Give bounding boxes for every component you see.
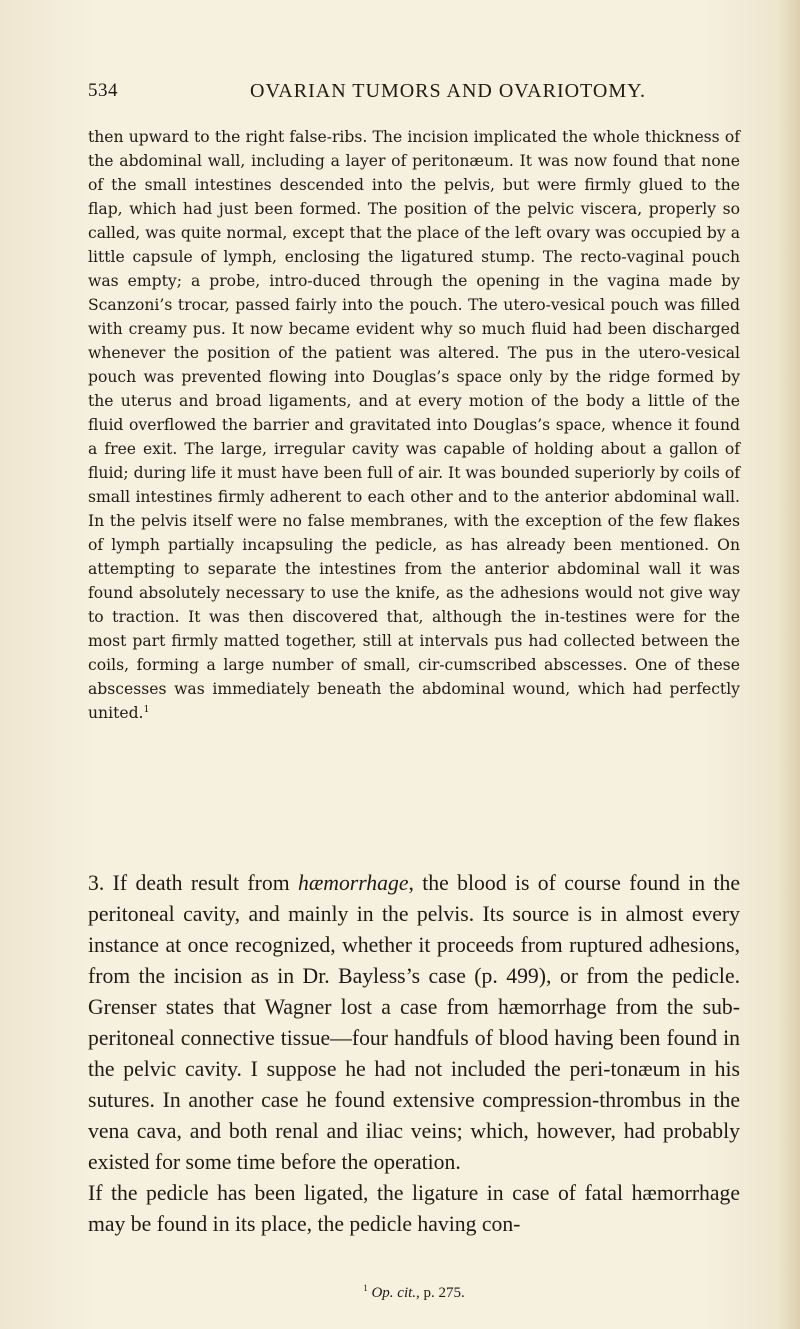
main-text [88, 868, 740, 1240]
paragraph-body: , the blood is of course found in the peritoneal cavity, and mainly in the pelvis. Its source is in almost every instance at once recognized, whether it proceeds from ruptured adhesions, from the incision as in Dr. Bayless’s case (p. 499), or from the pedicle. Grenser states that Wagner lost a case from hæmorrhage from the sub-peritoneal connective tissue—four handfuls of blood having been found in the pelvic cavity. I suppose he had not included the peri-tonæum in his sutures. In another case he found extensive compression-thrombus in the vena cava, and both renal and iliac veins; which, however, had probably existed for some time before the operation. [88, 871, 740, 1174]
footnote-marker: 1 [363, 1283, 368, 1293]
page-header [88, 80, 738, 110]
footnote-citation: Op. cit. [371, 1285, 417, 1301]
page-number: 534 [88, 80, 118, 101]
footnote-page: , p. 275. [416, 1285, 465, 1301]
paragraph-case-report [88, 125, 740, 725]
paragraph-pedicle [88, 1178, 740, 1240]
footnote-reference: 1 [143, 703, 150, 715]
paragraph-text: then upward to the right false-ribs. The incision implicated the whole thickness of the abdominal wall, including a layer of peritonæum. It was now found that none of the small intestines descended into the pelvis, but were firmly glued to the flap, which had just been formed. The position of the pelvic viscera, properly so called, was quite normal, except that the place of the left ovary was occupied by a little capsule of lymph, enclosing the ligatured stump. The recto-vaginal pouch was empty; a probe, intro-duced through the opening in the vagina made by Scanzoni’s trocar, passed fairly into the pouch. The utero-vesical pouch was filled with creamy pus. It now became evident why so much fluid had been discharged whenever the position of the patient was altered. The pus in the utero-vesical pouch was prevented flowing into Douglas’s space only by the ridge formed by the uterus and broad ligaments, and at every motion of the body a little of the fluid overflowed the barrier and gravitated into Douglas’s space, whence it found a free exit. The large, irregular cavity was capable of holding about a gallon of fluid; during life it must have been full of air. It was bounded superiorly by coils of small intestines firmly adherent to each other and to the anterior abdominal wall. In the pelvis itself were no false membranes, with the exception of the few flakes of lymph partially incapsuling the pedicle, as has already been mentioned. On attempting to separate the intestines from the anterior abdominal wall it was found absolutely necessary to use the knife, as the adhesions would not give way to traction. It was then discovered that, although the in-testines were for the most part firmly matted together, still at intervals pus had collected between the coils, forming a large number of small, cir-cumscribed abscesses. One of these abscesses was immediately beneath the abdominal wound, which had perfectly united. [88, 128, 740, 722]
page-edge-shadow [778, 0, 800, 1329]
paragraph-haemorrhage [88, 868, 740, 1178]
footnote [88, 1285, 740, 1302]
italic-term: hæmorrhage [297, 871, 409, 895]
paragraph-text: If the pedicle has been ligated, the ligature in case of fatal hæmorrhage may be found in its place, the pedicle having con- [88, 1181, 740, 1236]
running-head: OVARIAN TUMORS AND OVARIOTOMY. [250, 80, 646, 102]
paragraph-lead: 3. If death result from [88, 871, 298, 895]
small-print-paragraph [88, 125, 740, 725]
